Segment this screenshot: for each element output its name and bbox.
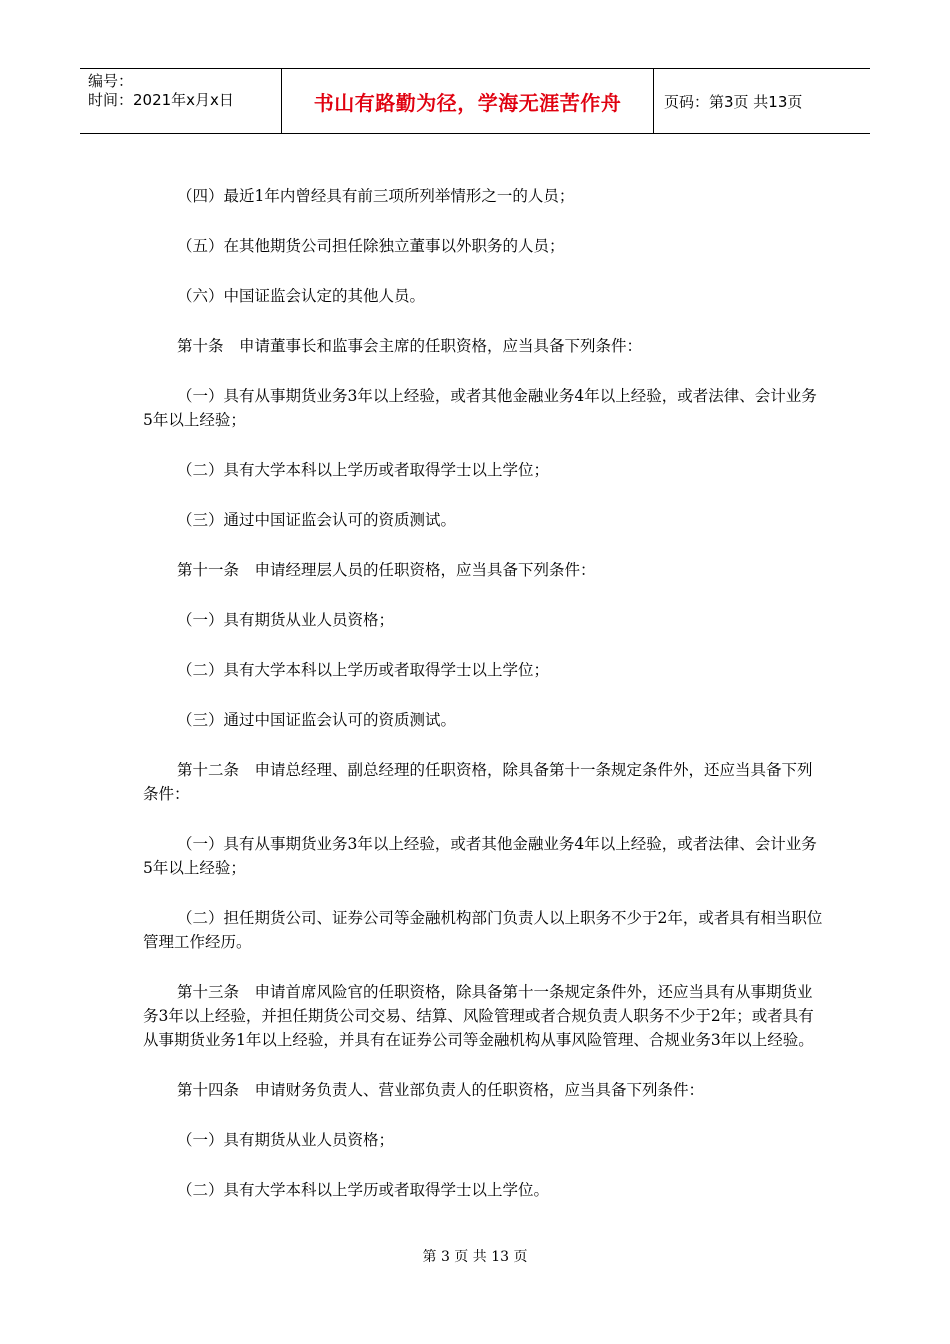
paragraph: （五）在其他期货公司担任除独立董事以外职务的人员； [177,237,565,255]
paragraph: （四）最近1年内曾经具有前三项所列举情形之一的人员； [177,187,575,205]
article-heading-paragraph: 第十三条 申请首席风险官的任职资格，除具备第十一条规定条件外，还应当具有从事期货业务3年以上经验，并担任期货公司交易、结算、风险管理或者合规负责人职务不少于2年；或者具有从事期货业务1年以上经验，并具有在证券公司等金融机构从事风险管理、合规业务3年以上经验。 [143,983,814,1049]
document-body [143,184,823,1228]
page-header [80,68,870,134]
paragraph: （二）担任期货公司、证券公司等金融机构部门负责人以上职务不少于2年，或者具有相当职位管理工作经历。 [143,909,823,951]
page-footer: 第 3 页 共 13 页 [422,1249,528,1265]
paragraph: （一）具有期货从业人员资格； [177,611,395,629]
article-heading-paragraph: 第十四条 申请财务负责人、营业部负责人的任职资格，应当具备下列条件： [177,1081,705,1099]
paragraph: （二）具有大学本科以上学历或者取得学士以上学位； [177,461,550,479]
header-motto: 书山有路勤为径，学海无涯苦作舟 [282,69,654,133]
paragraph: （二）具有大学本科以上学历或者取得学士以上学位； [177,661,550,679]
paragraph: （六）中国证监会认定的其他人员。 [177,287,426,305]
paragraph: （二）具有大学本科以上学历或者取得学士以上学位。 [177,1181,550,1199]
paragraph: （三）通过中国证监会认可的资质测试。 [177,711,457,729]
paragraph: （一）具有期货从业人员资格； [177,1131,395,1149]
document-number-label: 编号： [88,72,134,90]
document-time-label: 时间：2021年x月x日 [88,91,234,109]
header-page-info: 页码：第3页 共13页 [664,92,803,111]
paragraph: （一）具有从事期货业务3年以上经验，或者其他金融业务4年以上经验，或者法律、会计业务5年以上经验； [143,835,817,877]
article-heading-paragraph: 第十二条 申请总经理、副总经理的任职资格，除具备第十一条规定条件外，还应当具备下列条件： [143,761,813,803]
paragraph: （一）具有从事期货业务3年以上经验，或者其他金融业务4年以上经验，或者法律、会计业务5年以上经验； [143,387,817,429]
article-heading-paragraph: 第十条 申请董事长和监事会主席的任职资格，应当具备下列条件： [177,337,643,355]
header-meta [80,69,282,133]
article-heading-paragraph: 第十一条 申请经理层人员的任职资格，应当具备下列条件： [177,561,596,579]
paragraph: （三）通过中国证监会认可的资质测试。 [177,511,457,529]
